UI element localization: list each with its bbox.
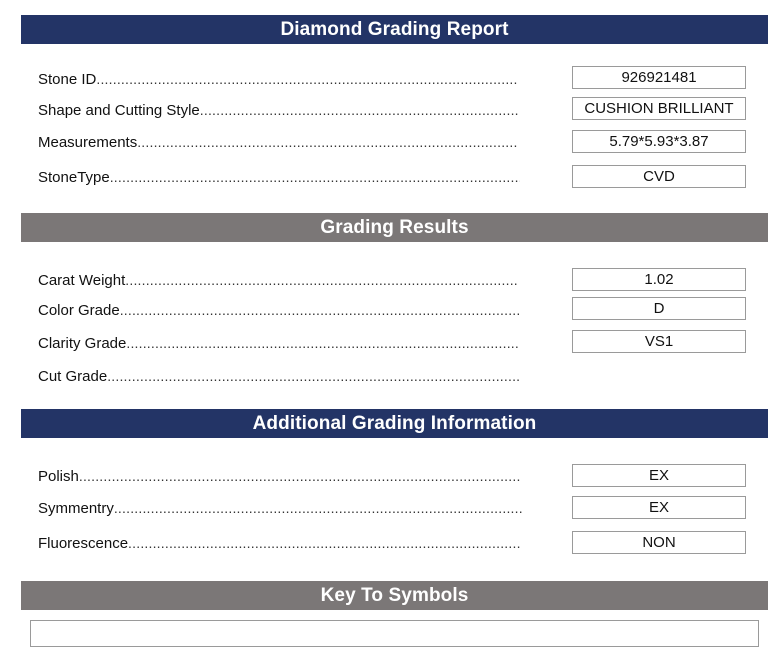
leader-dots	[126, 333, 519, 353]
report-title-bar	[21, 15, 768, 44]
carat-value: 1.02	[572, 268, 746, 291]
fluorescence-row	[38, 533, 520, 553]
measurements-row	[38, 132, 518, 152]
clarity-value: VS1	[572, 330, 746, 353]
polish-value: EX	[572, 464, 746, 487]
symmetry-row	[38, 498, 522, 518]
cut-grade-row	[38, 366, 520, 386]
measurements-value: 5.79*5.93*3.87	[572, 130, 746, 153]
leader-dots	[107, 366, 520, 386]
measurements-label: Measurements	[38, 134, 138, 151]
color-grade-value: D	[572, 297, 746, 320]
stone-id-value: 926921481	[572, 66, 746, 89]
leader-dots	[137, 132, 518, 152]
key-symbols-title: Key To Symbols	[320, 585, 469, 606]
symmetry-label: Symmentry	[38, 500, 114, 517]
leader-dots	[120, 300, 520, 320]
leader-dots	[96, 69, 518, 89]
carat-label: Carat Weight	[38, 272, 126, 289]
leader-dots	[200, 100, 518, 120]
cut-grade-label: Cut Grade	[38, 368, 108, 385]
polish-row	[38, 466, 520, 486]
key-symbols-box	[30, 620, 759, 647]
leader-dots	[114, 498, 522, 518]
leader-dots	[128, 533, 520, 553]
report-title: Diamond Grading Report	[280, 19, 509, 40]
carat-row	[38, 270, 518, 290]
leader-dots	[110, 167, 520, 187]
clarity-row	[38, 333, 519, 353]
stone-id-row	[38, 69, 518, 89]
clarity-label: Clarity Grade	[38, 335, 127, 352]
grading-results-title: Grading Results	[320, 217, 469, 238]
shape-label: Shape and Cutting Style	[38, 102, 200, 119]
leader-dots	[79, 466, 520, 486]
stone-id-label: Stone ID	[38, 71, 97, 88]
shape-value: CUSHION BRILLIANT	[572, 97, 746, 120]
shape-row	[38, 100, 518, 120]
color-grade-row	[38, 300, 520, 320]
symmetry-value: EX	[572, 496, 746, 519]
stone-type-row	[38, 167, 520, 187]
leader-dots	[125, 270, 518, 290]
additional-info-bar	[21, 409, 768, 438]
polish-label: Polish	[38, 468, 79, 485]
fluorescence-label: Fluorescence	[38, 535, 129, 552]
stone-type-label: StoneType	[38, 169, 110, 186]
fluorescence-value: NON	[572, 531, 746, 554]
stone-type-value: CVD	[572, 165, 746, 188]
color-grade-label: Color Grade	[38, 302, 120, 319]
additional-info-title: Additional Grading Information	[252, 413, 537, 434]
grading-results-bar	[21, 213, 768, 242]
key-symbols-bar	[21, 581, 768, 610]
